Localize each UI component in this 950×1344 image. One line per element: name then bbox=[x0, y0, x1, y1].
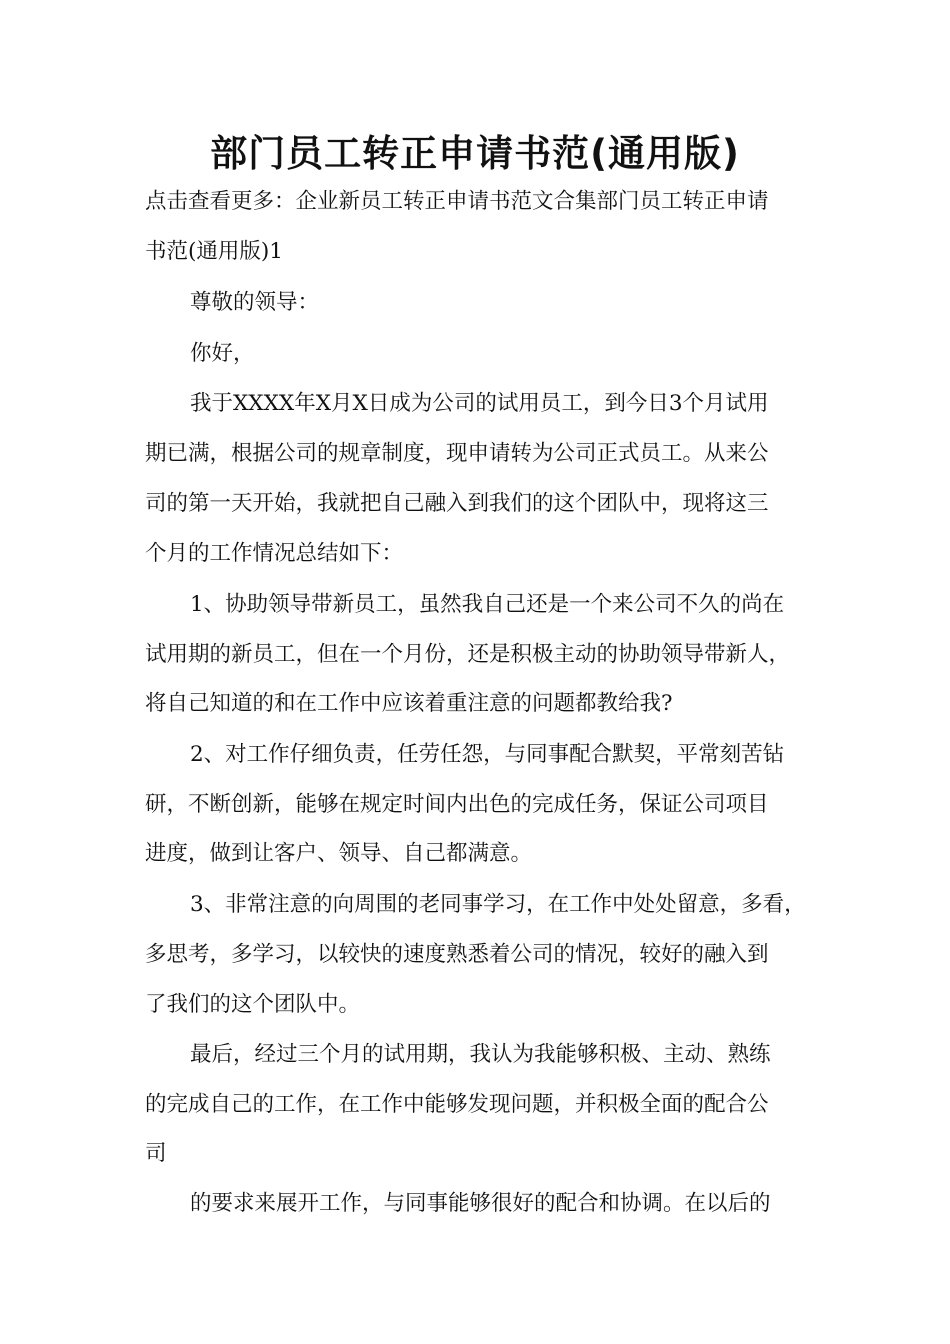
paragraph-line: 试用期的新员工，但在一个月份，还是积极主动的协助领导带新人， bbox=[145, 642, 791, 667]
paragraph-line: 2、对工作仔细负责，任劳任怨，与同事配合默契，平常刻苦钻 bbox=[190, 742, 785, 767]
paragraph-line: 的要求来展开工作，与同事能够很好的配合和协调。在以后的 bbox=[190, 1191, 771, 1216]
paragraph-line: 进度，做到让客户、领导、自己都满意。 bbox=[145, 841, 533, 866]
document-title: 部门员工转正申请书范(通用版) bbox=[210, 132, 740, 175]
paragraph-line: 的完成自己的工作，在工作中能够发现问题，并积极全面的配合公 bbox=[145, 1092, 769, 1117]
paragraph-line: 期已满，根据公司的规章制度，现申请转为公司正式员工。从来公 bbox=[145, 441, 769, 466]
intro-line-1: 点击查看更多：企业新员工转正申请书范文合集部门员工转正申请 bbox=[145, 189, 769, 214]
greeting: 你好， bbox=[190, 341, 255, 366]
paragraph-line: 1、协助领导带新员工，虽然我自己还是一个来公司不久的尚在 bbox=[190, 592, 785, 617]
paragraph-line: 司 bbox=[145, 1141, 167, 1166]
paragraph-line: 3、非常注意的向周围的老同事学习，在工作中处处留意，多看， bbox=[190, 892, 806, 917]
paragraph-line: 多思考，多学习，以较快的速度熟悉着公司的情况，较好的融入到 bbox=[145, 942, 769, 967]
paragraph-line: 我于XXXX年X月X日成为公司的试用员工，到今日3个月试用 bbox=[190, 391, 769, 416]
paragraph-line: 研，不断创新，能够在规定时间内出色的完成任务，保证公司项目 bbox=[145, 792, 769, 817]
intro-line-2: 书范(通用版)1 bbox=[145, 239, 283, 264]
paragraph-line: 将自己知道的和在工作中应该着重注意的问题都教给我? bbox=[145, 691, 673, 716]
salutation: 尊敬的领导： bbox=[190, 290, 320, 315]
paragraph-line: 最后，经过三个月的试用期，我认为我能够积极、主动、熟练 bbox=[190, 1042, 771, 1067]
paragraph-line: 了我们的这个团队中。 bbox=[145, 992, 361, 1017]
paragraph-line: 司的第一天开始，我就把自己融入到我们的这个团队中，现将这三 bbox=[145, 491, 769, 516]
paragraph-line: 个月的工作情况总结如下： bbox=[145, 541, 404, 566]
